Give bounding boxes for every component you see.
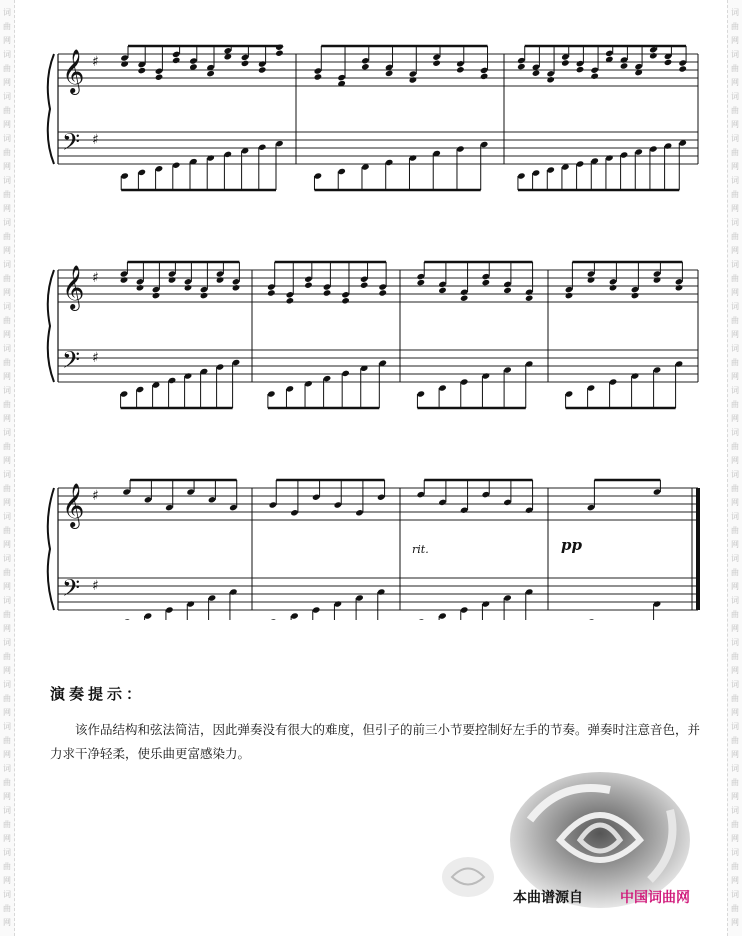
note-head [341,297,350,304]
watermark-glyph: 曲 [731,526,739,535]
watermark-glyph: 曲 [731,64,739,73]
watermark-glyph: 网 [3,372,11,381]
bass-clef-icon: 𝄢 [62,574,81,607]
note-head [378,289,387,296]
watermark-glyph: 词 [731,764,739,773]
note-head [361,63,370,70]
note-head [631,292,640,299]
watermark-glyph: 曲 [3,400,11,409]
watermark-glyph: 网 [3,162,11,171]
watermark-glyph: 曲 [3,694,11,703]
note-head [587,618,596,620]
watermark-glyph: 网 [731,498,739,507]
watermark-glyph: 网 [731,204,739,213]
watermark-glyph: 网 [731,624,739,633]
key-sharp-icon: ♯ [92,578,99,594]
watermark-glyph: 网 [3,204,11,213]
watermark-glyph: 网 [731,708,739,717]
grand-staff-2 [44,252,704,422]
watermark-glyph: 网 [731,876,739,885]
watermark-glyph: 词 [3,764,11,773]
note-head [200,292,209,299]
note-head [360,282,369,289]
watermark-glyph: 词 [3,470,11,479]
note-head [241,60,250,67]
watermark-glyph: 词 [731,8,739,17]
score-system-3 [44,470,704,620]
watermark-glyph: 曲 [3,820,11,829]
watermark-glyph: 词 [3,722,11,731]
watermark-glyph: 词 [3,638,11,647]
watermark-glyph: 网 [731,834,739,843]
watermark-glyph: 网 [731,750,739,759]
watermark-glyph: 网 [731,372,739,381]
note-head [482,279,491,286]
key-sharp-icon: ♯ [92,54,99,70]
watermark-glyph: 曲 [731,568,739,577]
note-head [532,70,541,77]
note-head [267,289,276,296]
watermark-glyph: 词 [731,470,739,479]
watermark-glyph: 曲 [731,904,739,913]
watermark-glyph: 网 [3,330,11,339]
pp-dynamic: pp [561,536,582,554]
note-head [546,76,555,83]
performance-tips-title: 演奏提示： [50,685,146,703]
watermark-glyph: 词 [731,344,739,353]
watermark-glyph: 曲 [731,820,739,829]
watermark-glyph: 网 [3,666,11,675]
performance-tips-body: 该作品结构和弦法简洁，因此弹奏没有很大的难度，但引子的前三小节要控制好左手的节奏。弹奏时注意音色，并力求干净轻柔，使乐曲更富感染力。 [50,722,701,761]
watermark-glyph: 网 [3,750,11,759]
watermark-glyph: 词 [731,218,739,227]
watermark-glyph: 词 [3,596,11,605]
watermark-glyph: 词 [731,554,739,563]
watermark-glyph: 网 [3,834,11,843]
brace [48,270,54,382]
watermark-glyph: 网 [731,246,739,255]
key-sharp-icon: ♯ [92,350,99,366]
watermark-glyph: 曲 [731,610,739,619]
watermark-glyph: 词 [3,176,11,185]
watermark-glyph: 曲 [3,778,11,787]
watermark-glyph: 词 [731,260,739,269]
watermark-glyph: 词 [731,50,739,59]
watermark-glyph: 词 [731,134,739,143]
note-head [561,59,570,66]
watermark-glyph: 词 [731,722,739,731]
note-head [258,66,267,73]
watermark-glyph: 网 [731,414,739,423]
watermark-glyph: 网 [731,582,739,591]
note-head [432,60,441,67]
watermark-glyph: 词 [731,176,739,185]
watermark-glyph: 词 [3,680,11,689]
watermark-glyph: 曲 [731,778,739,787]
note-head [653,276,662,283]
key-sharp-icon: ♯ [92,132,99,148]
watermark-glyph: 曲 [731,358,739,367]
watermark-glyph: 词 [731,638,739,647]
watermark-glyph: 词 [731,890,739,899]
note-head [460,295,469,302]
note-head [216,276,225,283]
watermark-glyph: 曲 [3,652,11,661]
site-name-link[interactable]: 中国词曲网 [620,890,690,906]
note-head [675,284,684,291]
watermark-glyph: 网 [731,792,739,801]
note-head [409,76,418,83]
watermark-glyph: 网 [3,708,11,717]
watermark-glyph: 网 [3,498,11,507]
watermark-glyph: 词 [3,554,11,563]
note-head [576,66,585,73]
watermark-glyph: 曲 [3,316,11,325]
watermark-glyph: 曲 [731,736,739,745]
note-head [678,65,687,72]
treble-clef-icon: 𝄞 [62,265,85,309]
watermark-glyph: 曲 [3,274,11,283]
watermark-glyph: 曲 [731,22,739,31]
brace [48,54,54,164]
rit-marking: rit. [412,543,429,556]
note-head [649,52,658,59]
watermark-glyph: 词 [731,386,739,395]
note-head [587,276,596,283]
watermark-glyph: 词 [731,512,739,521]
watermark-glyph: 词 [3,806,11,815]
score-system-2 [44,252,704,422]
watermark-glyph: 词 [731,596,739,605]
note-head [172,57,181,64]
watermark-glyph: 词 [3,134,11,143]
watermark-glyph: 曲 [731,148,739,157]
watermark-glyph: 网 [731,36,739,45]
watermark-glyph: 网 [3,792,11,801]
watermark-glyph: 词 [731,680,739,689]
bass-clef-icon: 𝄢 [62,128,81,161]
note-head [323,289,332,296]
note-head [664,59,673,66]
watermark-glyph: 曲 [3,190,11,199]
note-head [417,618,426,620]
watermark-glyph: 词 [3,260,11,269]
note-head [269,618,278,620]
small-rose-image [438,852,498,902]
treble-clef-icon: 𝄞 [62,483,85,527]
watermark-glyph: 曲 [731,694,739,703]
treble-clef-icon: 𝄞 [62,49,85,93]
watermark-glyph: 网 [731,540,739,549]
watermark-glyph: 词 [3,50,11,59]
watermark-glyph: 词 [3,344,11,353]
score-system-1 [44,30,704,200]
watermark-glyph: 网 [731,162,739,171]
right-watermark-strip [727,0,742,936]
note-head [138,67,147,74]
key-sharp-icon: ♯ [92,488,99,504]
note-head [120,276,129,283]
note-head [286,297,295,304]
note-head [232,284,241,291]
watermark-glyph: 网 [3,246,11,255]
watermark-glyph: 曲 [3,862,11,871]
watermark-glyph: 网 [3,582,11,591]
watermark-glyph: 网 [3,456,11,465]
note-head [152,292,161,299]
watermark-glyph: 曲 [731,106,739,115]
watermark-glyph: 曲 [3,148,11,157]
watermark-glyph: 词 [731,428,739,437]
watermark-glyph: 曲 [731,274,739,283]
note-head [304,282,313,289]
bass-clef-icon: 𝄢 [62,346,81,379]
watermark-glyph: 词 [731,848,739,857]
key-sharp-icon: ♯ [92,270,99,286]
watermark-glyph: 网 [3,918,11,927]
note-head [609,284,618,291]
watermark-glyph: 网 [3,288,11,297]
watermark-glyph: 曲 [3,610,11,619]
watermark-glyph: 网 [731,666,739,675]
note-head [620,62,629,69]
watermark-glyph: 曲 [3,232,11,241]
watermark-glyph: 曲 [3,106,11,115]
watermark-glyph: 词 [3,890,11,899]
watermark-glyph: 曲 [731,652,739,661]
watermark-glyph: 曲 [731,442,739,451]
watermark-glyph: 词 [731,806,739,815]
watermark-glyph: 词 [3,302,11,311]
note-head [417,279,426,286]
note-head [590,73,599,80]
note-head [565,292,574,299]
note-head [120,60,129,67]
watermark-glyph: 网 [3,624,11,633]
note-head [525,295,534,302]
watermark-glyph: 网 [3,78,11,87]
watermark-glyph: 词 [3,428,11,437]
note-head [122,618,131,620]
note-head [136,284,145,291]
watermark-glyph: 曲 [731,862,739,871]
watermark-glyph: 曲 [3,442,11,451]
note-head [480,73,489,80]
source-label: 本曲谱源自 [513,890,583,906]
watermark-glyph: 网 [3,876,11,885]
note-head [517,63,526,70]
watermark-glyph: 网 [731,330,739,339]
watermark-glyph: 曲 [731,232,739,241]
watermark-glyph: 词 [3,92,11,101]
watermark-glyph: 词 [731,302,739,311]
watermark-glyph: 网 [3,414,11,423]
watermark-glyph: 词 [3,386,11,395]
watermark-glyph: 网 [731,78,739,87]
watermark-glyph: 曲 [3,568,11,577]
watermark-glyph: 曲 [3,64,11,73]
watermark-glyph: 曲 [731,400,739,409]
watermark-glyph: 曲 [3,358,11,367]
grand-staff-3 [44,470,704,620]
note-head [275,50,284,57]
watermark-glyph: 网 [731,918,739,927]
note-head [503,287,512,294]
watermark-glyph: 曲 [3,526,11,535]
watermark-glyph: 网 [3,36,11,45]
watermark-glyph: 词 [3,848,11,857]
watermark-glyph: 曲 [731,484,739,493]
note-head [438,287,447,294]
watermark-glyph: 词 [3,8,11,17]
watermark-glyph: 曲 [3,736,11,745]
watermark-glyph: 网 [731,456,739,465]
watermark-glyph: 网 [3,120,11,129]
note-head [314,73,323,80]
watermark-glyph: 词 [3,218,11,227]
left-watermark-strip [0,0,15,936]
note-head [155,74,164,81]
note-head [168,276,177,283]
watermark-glyph: 网 [731,288,739,297]
brace [48,488,54,610]
watermark-glyph: 曲 [731,190,739,199]
note-head [206,70,215,77]
watermark-glyph: 曲 [731,316,739,325]
grand-staff-1 [44,30,704,200]
watermark-glyph: 网 [731,120,739,129]
watermark-glyph: 曲 [3,904,11,913]
note-head [184,284,193,291]
watermark-glyph: 网 [3,540,11,549]
watermark-glyph: 词 [731,92,739,101]
watermark-glyph: 词 [3,512,11,521]
note-head [456,66,465,73]
note-head [385,70,394,77]
watermark-glyph: 曲 [3,22,11,31]
watermark-glyph: 曲 [3,484,11,493]
